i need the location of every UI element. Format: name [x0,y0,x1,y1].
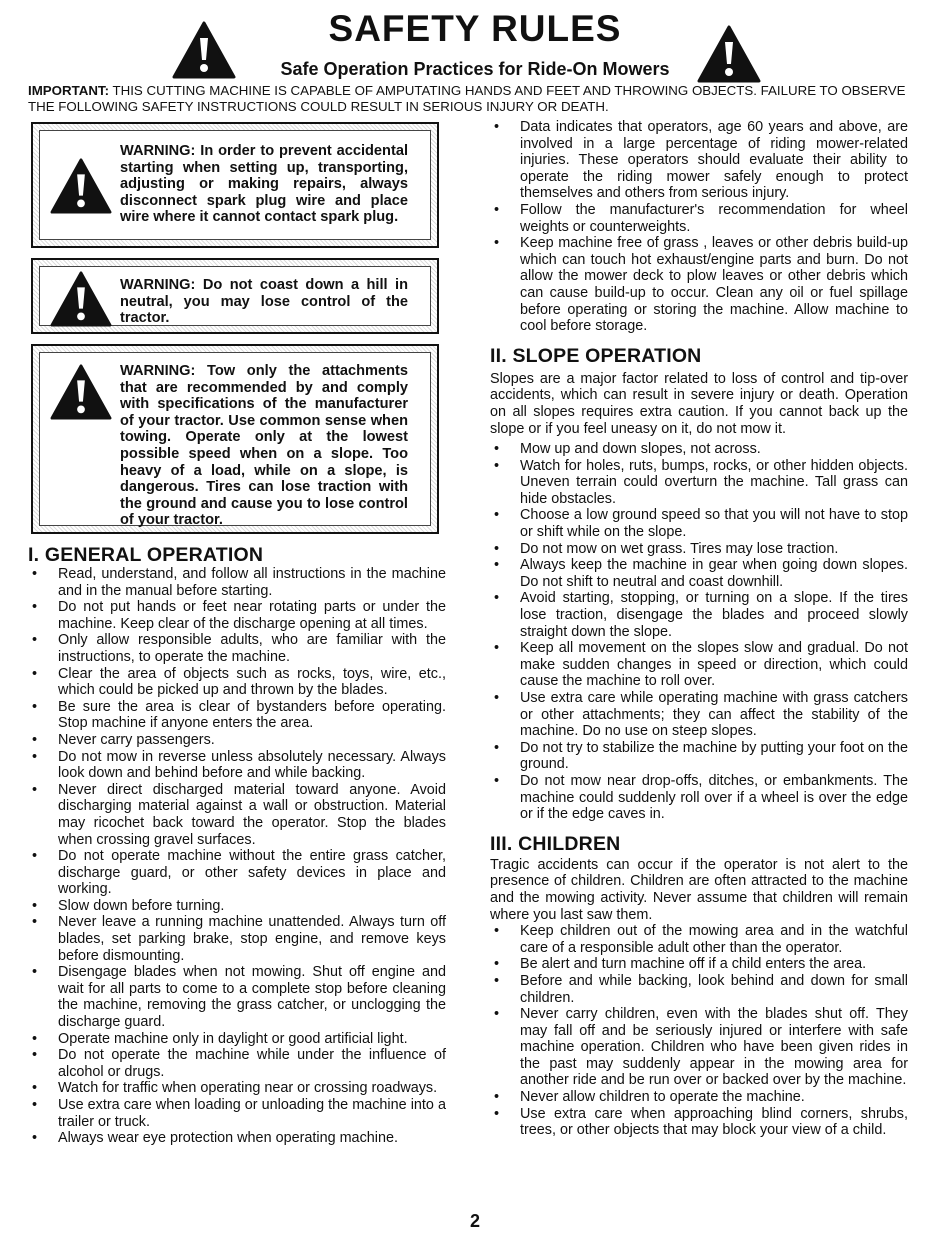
list-item: • Mow up and down slopes, not across. [490,441,908,458]
list-item: • Avoid starting, stopping, or turning on a slope. If the tires lose traction, disengage the blades and proceed slowly straight down the slope. [490,590,908,640]
list-item: • Do not mow near drop-offs, ditches, or embankments. The machine could suddenly roll over if a wheel is over the edge or if the edge caves in. [490,773,908,823]
list-item: • Do not mow on wet grass. Tires may lose traction. [490,541,908,558]
list-item: • Disengage blades when not mowing. Shut off engine and wait for all parts to come to a complete stop before cleaning the machine, removing the grass catcher, or unclogging the discharge guard. [28,964,446,1030]
warning-triangle-icon [50,157,112,215]
important-notice [28,83,910,115]
list-item: • Keep all movement on the slopes slow and gradual. Do not make sudden changes in speed or direction, which could cause the machine to roll over. [490,640,908,690]
list-item: • Only allow responsible adults, who are familiar with the instructions, to operate the machine. [28,632,446,665]
children-section [490,833,908,1139]
page-number: 2 [469,1211,480,1231]
list-item: • Never carry passengers. [28,732,446,749]
right-column [490,119,908,1139]
children-list [490,923,908,1139]
list-item: • Use extra care while operating machine with grass catchers or other attachments; they can affect the stability of the machine. Do no use on steep slopes. [490,690,908,740]
list-item: • Choose a low ground speed so that you will not have to stop or shift while on the slope. [490,507,908,540]
list-item: • Slow down before turning. [28,898,446,915]
warning-box-towing [31,344,439,534]
warning-triangle-icon [50,270,112,328]
list-item: • Use extra care when approaching blind corners, shrubs, trees, or other objects that may block your view of a child. [490,1106,908,1139]
slope-operation-section [490,345,908,823]
header [0,8,950,88]
section-heading: III. CHILDREN [490,832,621,855]
warning-box-coast [31,258,439,334]
section-heading: II. SLOPE OPERATION [490,344,702,367]
warning-text: WARNING: Do not coast down a hill in neutral, you may lose control of the tractor. [120,277,408,327]
list-item: • Before and while backing, look behind and down for small children. [490,973,908,1006]
general-operation-section [28,544,446,1147]
general-continued-list [490,119,908,335]
list-item: • Never direct discharged material toward anyone. Avoid discharging material against a wall or obstruction. Material may ricochet back toward the operator. Stop the blades when crossing gravel surfaces. [28,782,446,848]
section-intro: Tragic accidents can occur if the operator is not alert to the presence of children. Children are often attracted to the machine and the mowing activity. Never assume that children will remain where you last saw them. [490,856,908,923]
list-item: • Do not operate the machine while under the influence of alcohol or drugs. [28,1047,446,1080]
list-item: • Keep machine free of grass , leaves or other debris build-up which can touch hot exhaust/engine parts and burn. Do not allow the mower deck to plow leaves or other debris which can cause build-up to occur. Clean any oil or fuel spillage before operating or storing the machine. Allow machine to cool before storage. [490,235,908,335]
list-item: • Be sure the area is clear of bystanders before operating. Stop machine if anyone enters the area. [28,699,446,732]
list-item: • Do not try to stabilize the machine by putting your foot on the ground. [490,740,908,773]
list-item: • Follow the manufacturer's recommendation for wheel weights or counterweights. [490,202,908,235]
page-subtitle: Safe Operation Practices for Ride-On Mowers [280,59,670,79]
page-title: SAFETY RULES [328,8,622,49]
list-item: • Data indicates that operators, age 60 years and above, are involved in a large percentage of riding mower-related injuries. These operators should evaluate their ability to operate the riding mower safely enough to protect themselves and others from serious injury. [490,119,908,202]
section-heading: I. GENERAL OPERATION [28,544,264,566]
list-item: • Watch for holes, ruts, bumps, rocks, or other hidden objects. Uneven terrain could overturn the machine. Tall grass can hide obstacles. [490,458,908,508]
list-item: • Be alert and turn machine off if a child enters the area. [490,956,908,973]
section-intro: Slopes are a major factor related to loss of control and tip-over accidents, which can result in severe injury or death. Operation on all slopes requires extra caution. If you cannot back up the slope or if you feel uneasy on it, do not mow it. [490,370,908,437]
list-item: • Never leave a running machine unattended. Always turn off blades, set parking brake, stop engine, and remove keys before dismounting. [28,914,446,964]
list-item: • Use extra care when loading or unloading the machine into a trailer or truck. [28,1097,446,1130]
list-item: • Always keep the machine in gear when going down slopes. Do not shift to neutral and coast downhill. [490,557,908,590]
warning-text: WARNING: In order to prevent accidental starting when setting up, transporting, adjusting or making repairs, always disconnect spark plug wire and place wire where it cannot contact spark plug. [120,143,408,226]
warning-triangle-icon [50,363,112,421]
important-text: THIS CUTTING MACHINE IS CAPABLE OF AMPUTATING HANDS AND FEET AND THROWING OBJECTS. FAILURE TO OBSERVE THE FOLLOWING SAFETY INSTRUCTIONS COULD RESULT IN SERIOUS INJURY OR DEATH. [28,83,906,114]
general-list [28,566,446,1147]
slope-list [490,441,908,823]
list-item: • Never allow children to operate the machine. [490,1089,908,1106]
list-item: • Clear the area of objects such as rocks, toys, wire, etc., which could be picked up and thrown by the blades. [28,666,446,699]
important-label: IMPORTANT: [28,83,110,98]
warning-box-spark-plug [31,122,439,248]
list-item: • Do not mow in reverse unless absolutely necessary. Always look down and behind before and while backing. [28,749,446,782]
warning-text: WARNING: Tow only the attachments that are recommended by and comply with specifications of the manufacturer of your tractor. Use common sense when towing. Operate only at the lowest possible speed when on a slope. Too heavy of a load, while on a slope, is dangerous. Tires can lose traction with the ground and cause you to lose control of your tractor. [120,363,408,529]
warning-triangle-icon [697,24,761,84]
list-item: • Do not operate machine without the entire grass catcher, discharge guard, or other safety devices in place and working. [28,848,446,898]
list-item: • Watch for traffic when operating near or crossing roadways. [28,1080,446,1097]
list-item: • Do not put hands or feet near rotating parts or under the machine. Keep clear of the discharge opening at all times. [28,599,446,632]
list-item: • Always wear eye protection when operating machine. [28,1130,446,1147]
list-item: • Read, understand, and follow all instructions in the machine and in the manual before starting. [28,566,446,599]
list-item: • Never carry children, even with the blades shut off. They may fall off and be seriously injured or interfere with safe machine operation. Children who have been given rides in the past may suddenly appear in the mowing area for another ride and be run over or backed over by the machine. [490,1006,908,1089]
list-item: • Operate machine only in daylight or good artificial light. [28,1031,446,1048]
list-item: • Keep children out of the mowing area and in the watchful care of a responsible adult other than the operator. [490,923,908,956]
